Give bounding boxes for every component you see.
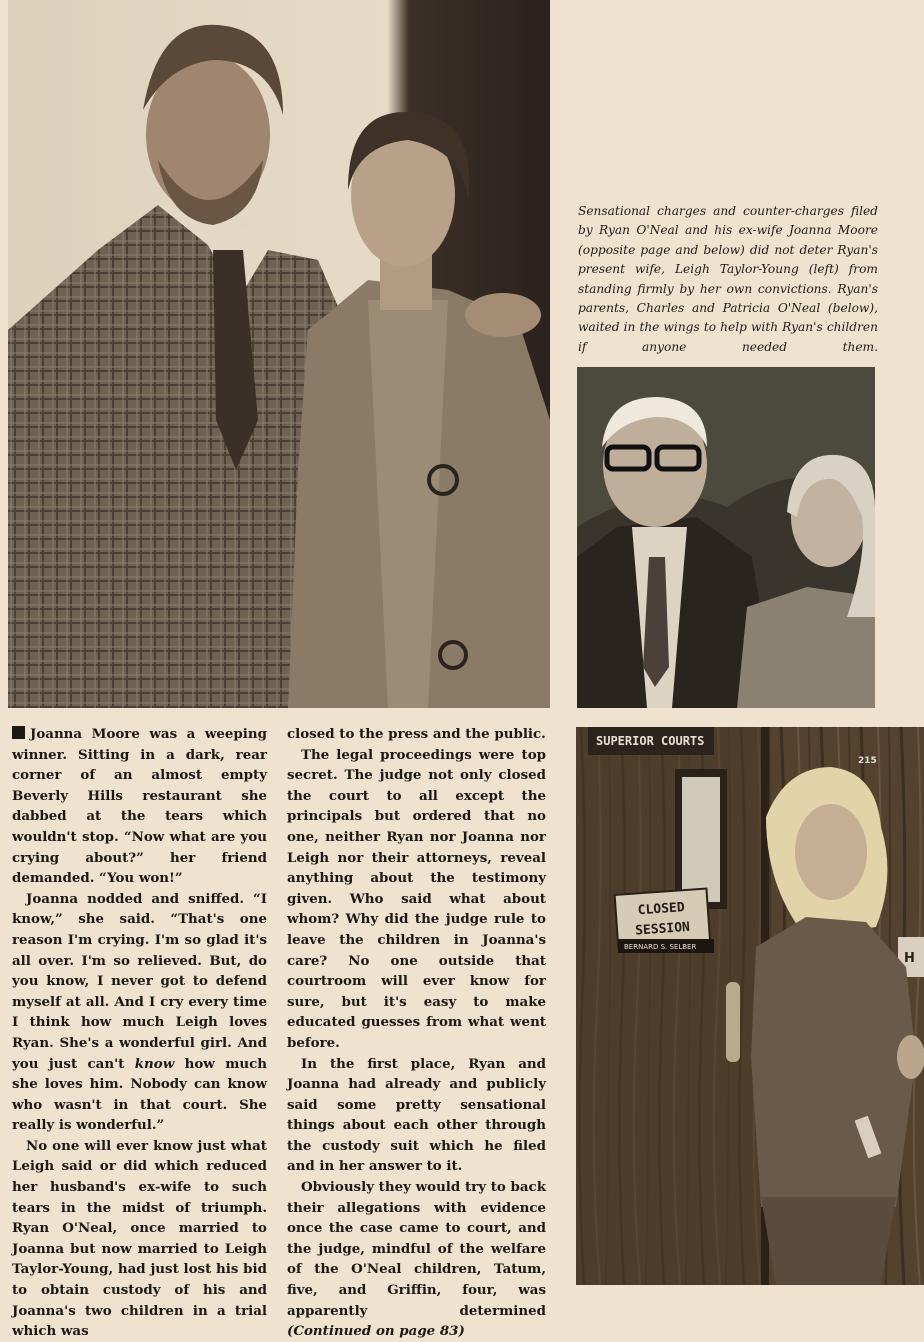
sign-superior-courts: SUPERIOR COURTS (596, 734, 705, 748)
article-text: Obviously they would try to back their allegations with evidence once the case came to court, and the judge, mindful of the welfare of the O'Neal children, Tatum, five, and Griffin, four, was apparently determined (287, 1179, 546, 1319)
sign-nameplate: BERNARD S. SELBER (624, 943, 697, 951)
sign-closed: CLOSED (637, 900, 686, 919)
photo-joanna-moore-courtroom (576, 727, 924, 1285)
photo-caption: Sensational charges and counter-charges filed by Ryan O'Neal and his ex-wife Joanna Moore (opposite page and below) did not deter Ryan's present wife, Leigh Taylor-Young (left) from standing firmly by her own convictions. Ryan's parents, Charles and Patricia O'Neal (below), waited in the wings to help with Ryan's children if anyone needed them. (578, 204, 878, 354)
article-column-left (12, 724, 267, 1342)
room-number: 215 (858, 756, 877, 766)
article-paragraph (287, 1177, 546, 1342)
article-paragraph (287, 1054, 546, 1178)
article-paragraph (287, 724, 546, 745)
sign-session: SESSION (634, 919, 691, 939)
photo-charles-and-patricia-oneal (577, 367, 875, 708)
article-text: The legal proceedings were top secret. The judge not only closed the court to all except the principals but ordered that no one, neither Ryan nor Joanna nor Leigh nor their attorneys, reveal anything about the testimony given. Who said what about whom? Why did the judge rule to leave the children in Joanna's care? No one outside that courtroom will ever know for sure, but it's easy to make educated guesses from what went before. (287, 746, 546, 1051)
article-text: Joanna Moore was a weeping winner. Sitting in a dark, rear corner of an almost empty Beverly Hills restaurant she dabbed at the tears which wouldn't stop. “Now what are you crying about?” her friend demanded. “You won!” (12, 726, 267, 887)
article-paragraph (12, 889, 267, 1136)
article-text: closed to the press and the public. (287, 726, 546, 742)
article-paragraph (287, 745, 546, 1054)
continued-on-page: (Continued on page 83) (287, 1323, 465, 1340)
article-emphasis: know (134, 1055, 175, 1072)
article-column-right (287, 724, 546, 1342)
paragraph-marker (12, 726, 25, 739)
sign-edge-letter: H (904, 951, 915, 966)
article-text: In the first place, Ryan and Joanna had already and publicly said some pretty sensational things about each other through the custody suit which he filed and in her answer to it. (287, 1055, 546, 1175)
article-text: how much she loves him. Nobody can know who wasn't in that court. She really is wonderful.” (12, 1055, 267, 1134)
article-paragraph (12, 724, 267, 889)
article-text: No one will ever know just what Leigh said or did which reduced her husband's ex-wife to such tears in the midst of triumph. Ryan O'Neal, once married to Joanna but now married to Leigh Taylor-Young, had just lost his bid to obtain custody of his and Joanna's two children in a trial which was (12, 1137, 267, 1340)
article-text: Joanna nodded and sniffed. “I know,” she said. “That's one reason I'm crying. I'm so glad it's all over. I'm so relieved. But, do you know, I never got to defend myself at all. And I cry every time I think how much Leigh loves Ryan. She's a wonderful girl. And you just can't (12, 890, 267, 1072)
article-paragraph (12, 1136, 267, 1342)
photo-ryan-and-leigh (8, 0, 550, 708)
